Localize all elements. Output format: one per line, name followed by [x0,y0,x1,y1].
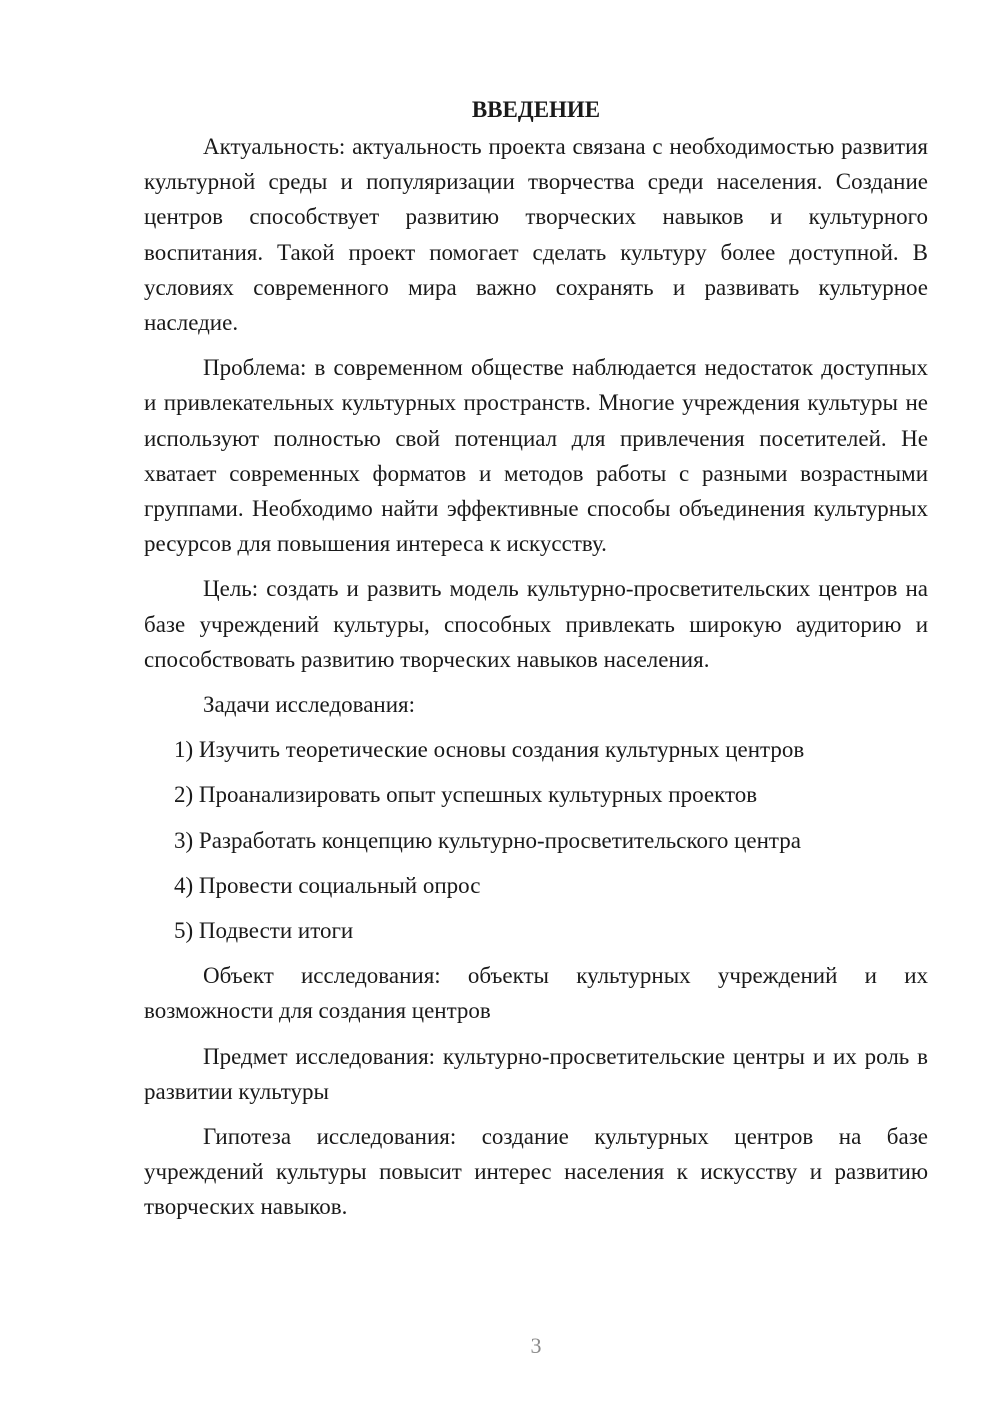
tasks-list [144,732,928,948]
section-heading: ВВЕДЕНИЕ [471,97,601,122]
list-item: 2) Проанализировать опыт успешных культурных проектов [174,782,758,808]
list-item: 4) Провести социальный опрос [174,872,481,898]
tasks-title: Задачи исследования: [203,692,416,718]
object-paragraph: Объект исследования: объекты культурных учреждений и их возможности для создания центров [144,963,928,1024]
list-item: 3) Разработать концепцию культурно-просветительского центра [174,827,801,853]
list-item: 5) Подвести итоги [174,918,354,943]
relevance-paragraph: Актуальность: актуальность проекта связана с необходимостью развития культурной среды и популяризации творчества среди населения. Создание центров способствует развитию творческих навыков и культурного воспитания. Такой проект помогает сделать культуру более доступной. В условиях современного мира важно сохранять и развивать культурное наследие. [144,134,928,336]
goal-paragraph: Цель: создать и развить модель культурно-просветительских центров на базе учреждений культуры, способных привлекать широкую аудиторию и способствовать развитию творческих навыков населения. [144,576,928,672]
hypothesis-paragraph: Гипотеза исследования: создание культурных центров на базе учреждений культуры повысит интерес населения к искусству и развитию творческих навыков. [144,1124,928,1220]
problem-paragraph: Проблема: в современном обществе наблюдается недостаток доступных и привлекательных культурных пространств. Многие учреждения культуры не используют полностью свой потенциал для привлечения посетителей. Не хватает современных форматов и методов работы с разными возрастными группами. Необходимо найти эффективные способы объединения культурных ресурсов для повышения интереса к искусству. [144,355,928,557]
subject-paragraph: Предмет исследования: культурно-просветительские центры и их роль в развитии культуры [144,1043,928,1104]
page-number: 3 [530,1333,542,1358]
page-content [144,92,928,1235]
list-item: 1) Изучить теоретические основы создания культурных центров [174,737,805,763]
